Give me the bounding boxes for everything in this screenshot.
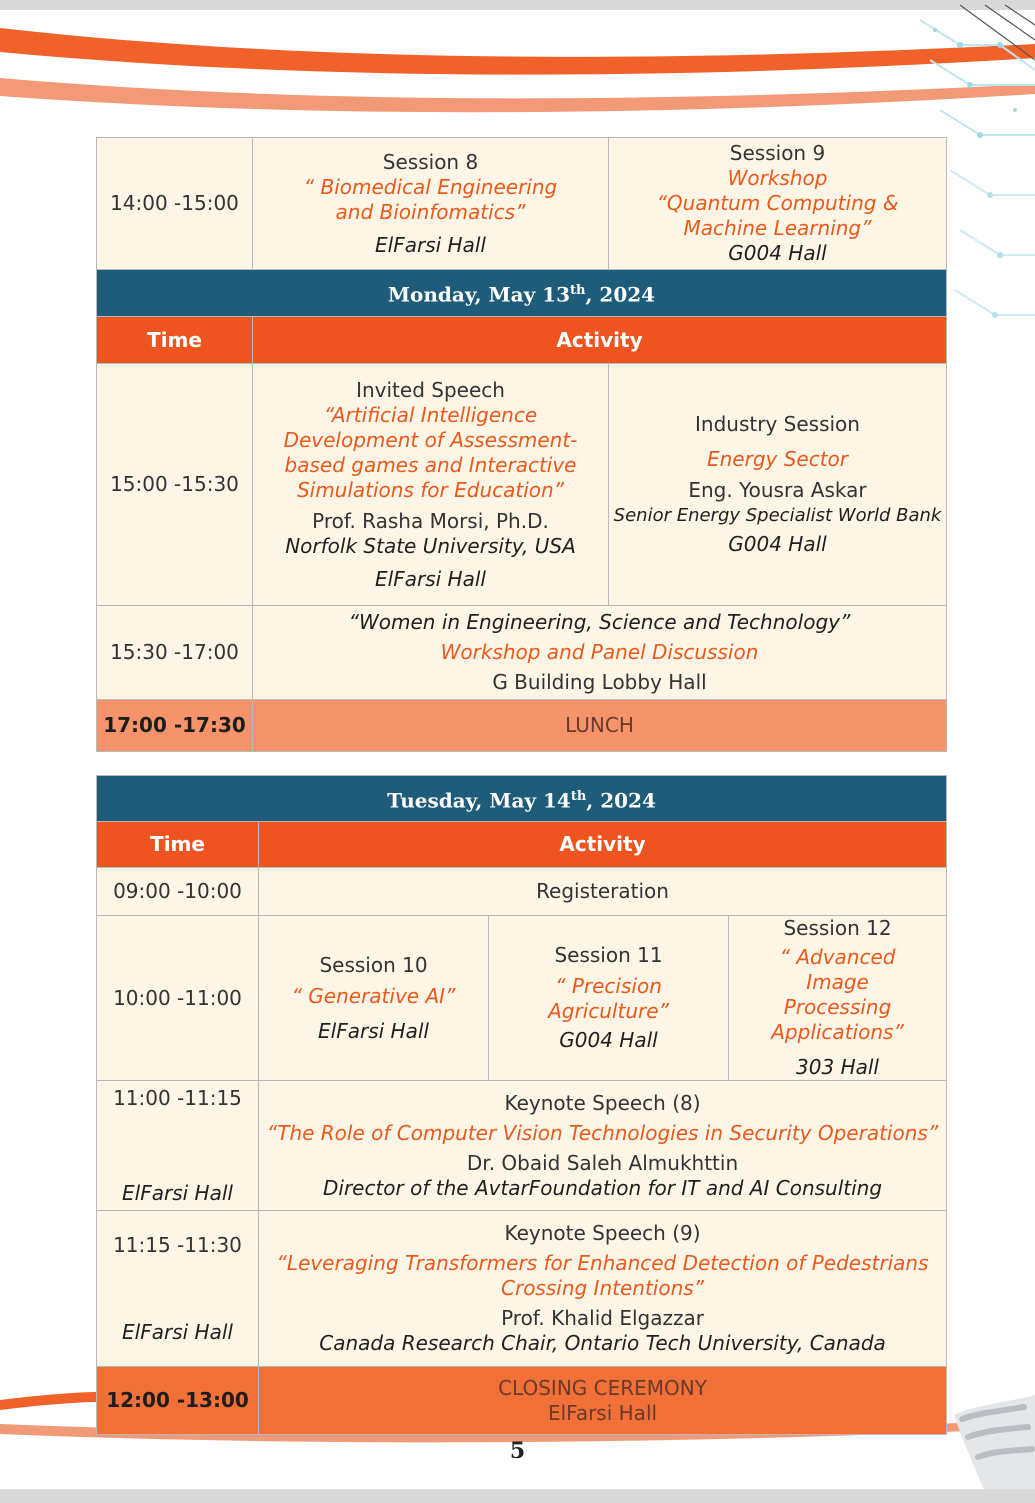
session-label: Session 11 xyxy=(554,943,663,967)
day-header-row xyxy=(97,270,947,317)
table-row xyxy=(97,138,947,270)
time-header: Time xyxy=(97,317,253,364)
closing-ceremony-cell xyxy=(259,1367,947,1435)
page-number: 5 xyxy=(509,1438,526,1464)
table-row xyxy=(97,1211,947,1367)
schedule-table-tuesday xyxy=(96,775,947,1435)
closing-label: CLOSING CEREMONY xyxy=(498,1375,707,1400)
registration-label: Registeration xyxy=(259,868,947,916)
session-8-cell xyxy=(253,138,609,270)
speaker-affiliation: Norfolk State University, USA xyxy=(285,533,576,558)
time-cell: 14:00 -15:00 xyxy=(97,138,253,270)
lunch-label: LUNCH xyxy=(253,700,947,752)
hall-label: G004 Hall xyxy=(728,241,827,265)
session-title: “ Biomedical Engineering and Bioinfomatics” xyxy=(303,174,558,224)
table-row xyxy=(97,868,947,916)
speaker-affiliation: Senior Energy Specialist World Bank xyxy=(613,505,942,526)
table-row xyxy=(97,916,947,1081)
session-label: Session 9 xyxy=(729,141,826,165)
activity-header: Activity xyxy=(259,822,947,868)
hall-label: ElFarsi Hall xyxy=(375,566,486,591)
workshop-cell xyxy=(253,606,947,700)
workshop-subtitle: Workshop and Panel Discussion xyxy=(440,640,759,664)
time-cell: 09:00 -10:00 xyxy=(97,868,259,916)
keynote-title: “Leveraging Transformers for Enhanced Detection of Pedestrians Crossing Intentions” xyxy=(276,1251,929,1300)
speaker-name: Prof. Khalid Elgazzar xyxy=(501,1306,704,1330)
session-11-cell xyxy=(489,916,729,1081)
bottom-border xyxy=(0,1489,1035,1503)
speaker-affiliation: Director of the AvtarFoundation for IT and AI Consulting xyxy=(322,1175,883,1200)
session-12-cell xyxy=(729,916,947,1081)
session-10-cell xyxy=(259,916,489,1081)
hall-label: ElFarsi Hall xyxy=(122,1180,233,1205)
session-title: “ Precision Agriculture” xyxy=(548,974,669,1023)
time-cell: 17:00 -17:30 xyxy=(97,700,253,752)
hall-label: ElFarsi Hall xyxy=(122,1319,233,1344)
time-cell: 12:00 -13:00 xyxy=(97,1367,259,1435)
hall-label: ElFarsi Hall xyxy=(547,1400,658,1425)
session-9-cell xyxy=(609,138,947,270)
session-label: Session 10 xyxy=(319,952,428,977)
time-label: 11:15 -11:30 xyxy=(113,1232,242,1257)
hall-label: 303 Hall xyxy=(796,1055,879,1079)
session-label: Invited Speech xyxy=(356,377,505,402)
time-cell xyxy=(97,1211,259,1367)
activity-header: Activity xyxy=(253,317,947,364)
time-label: 11:00 -11:15 xyxy=(113,1085,242,1110)
keynote-label: Keynote Speech (9) xyxy=(504,1221,701,1245)
keynote-title: “The Role of Computer Vision Technologies in Security Operations” xyxy=(266,1120,939,1145)
speaker-name: Eng. Yousra Askar xyxy=(688,478,867,502)
table-row xyxy=(97,1081,947,1211)
hall-label: ElFarsi Hall xyxy=(375,232,486,257)
hall-label: G004 Hall xyxy=(728,532,827,556)
session-label: Session 12 xyxy=(783,916,892,940)
time-cell xyxy=(97,1081,259,1211)
day-header-row xyxy=(97,776,947,822)
session-title: Energy Sector xyxy=(706,447,849,471)
session-title: “ Advanced Image Processing Applications” xyxy=(771,945,904,1044)
session-label: Session 8 xyxy=(382,149,479,174)
time-header: Time xyxy=(97,822,259,868)
session-subtitle: Workshop xyxy=(727,166,828,190)
table-row xyxy=(97,1367,947,1435)
workshop-title: “Women in Engineering, Science and Technology” xyxy=(348,610,851,634)
session-title: “Quantum Computing & Machine Learning” xyxy=(656,191,899,240)
keynote-9-cell xyxy=(259,1211,947,1367)
time-cell: 15:30 -17:00 xyxy=(97,606,253,700)
keynote-8-cell xyxy=(259,1081,947,1211)
session-label: Industry Session xyxy=(695,412,860,436)
hall-label: ElFarsi Hall xyxy=(318,1018,429,1043)
column-header-row xyxy=(97,317,947,364)
speaker-name: Prof. Rasha Morsi, Ph.D. xyxy=(312,508,549,533)
hall-label: G Building Lobby Hall xyxy=(492,670,707,694)
keynote-label: Keynote Speech (8) xyxy=(504,1090,701,1115)
session-title: “ Generative AI” xyxy=(291,983,456,1008)
day-title: Tuesday, May 14th, 2024 xyxy=(97,776,947,822)
table-row xyxy=(97,364,947,606)
speaker-name: Dr. Obaid Saleh Almukhttin xyxy=(466,1150,739,1175)
time-cell: 15:00 -15:30 xyxy=(97,364,253,606)
table-row xyxy=(97,700,947,752)
time-cell: 10:00 -11:00 xyxy=(97,916,259,1081)
speech-title: “Artificial Intelligence Development of Assessment-based games and Interactive Simulations for Education” xyxy=(283,402,578,502)
industry-session-cell xyxy=(609,364,947,606)
hall-label: G004 Hall xyxy=(559,1028,658,1052)
invited-speech-cell xyxy=(253,364,609,606)
speaker-affiliation: Canada Research Chair, Ontario Tech University, Canada xyxy=(319,1331,886,1355)
table-row xyxy=(97,606,947,700)
day-title: Monday, May 13th, 2024 xyxy=(97,270,947,317)
schedule-table-monday xyxy=(96,137,947,752)
column-header-row xyxy=(97,822,947,868)
